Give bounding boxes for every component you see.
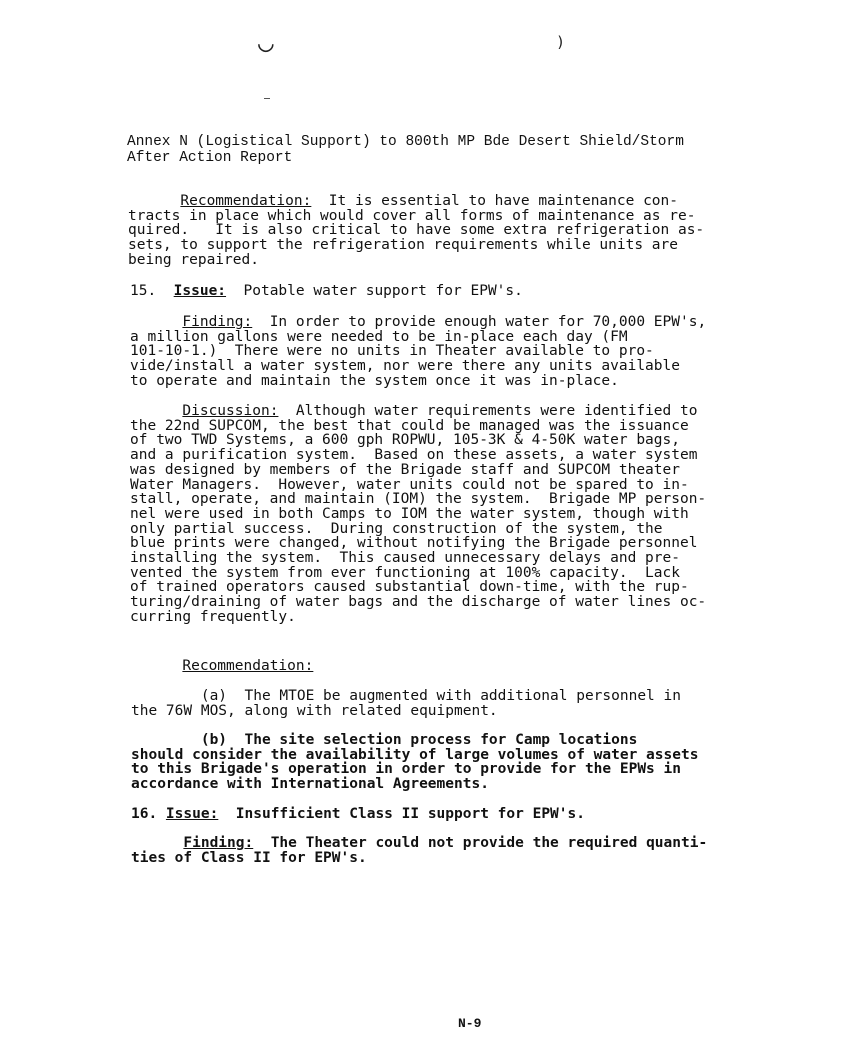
punch-hole-left: ◡ (258, 28, 274, 58)
text-line: stall, operate, and maintain (IOM) the system. Brigade MP person- (130, 491, 707, 508)
header-line-1: Annex N (Logistical Support) to 800th MP Bde Desert Shield/Storm (127, 134, 684, 150)
text-line: only partial success. During construction of the system, the (130, 520, 663, 537)
header-line-2: After Action Report (127, 149, 293, 166)
text-line: (b) The site selection process for Camp locations (131, 732, 638, 748)
issue-15 (130, 284, 523, 299)
text-line: the 22nd SUPCOM, the best that could be managed was the issuance (130, 417, 689, 434)
finding-15 (130, 315, 706, 389)
recommendation-label: Recommendation: (180, 193, 312, 209)
discussion-label: Discussion: (182, 403, 279, 419)
text-line: blue prints were changed, without notifying the Brigade personnel (130, 535, 698, 552)
finding-label: Finding: (182, 314, 253, 330)
text-line: ties of Class II for EPW's. (131, 849, 367, 866)
text-line: tracts in place which would cover all forms of maintenance as re- (128, 207, 696, 224)
finding-label: Finding: (183, 835, 254, 851)
text-line: Although water requirements were identified to (278, 403, 698, 419)
text-line: It is essential to have maintenance con- (311, 193, 678, 209)
text-line: of trained operators caused substantial down-time, with the rup- (130, 579, 689, 596)
recommendation-14 (128, 194, 704, 268)
text-line: and a purification system. Based on these assets, a water system (130, 447, 698, 464)
text-line: turing/draining of water bags and the discharge of water lines oc- (130, 594, 707, 611)
text-line: to this Brigade's operation in order to provide for the EPWs in (131, 761, 681, 778)
text-line: being repaired. (128, 251, 259, 268)
document-header (127, 135, 684, 166)
discussion-15 (130, 404, 706, 625)
text-line: of two TWD Systems, a 600 gph ROPWU, 105-3K & 4-50K water bags, (130, 432, 680, 449)
text-line: the 76W MOS, along with related equipment. (131, 702, 498, 719)
text-line: to operate and maintain the system once it was in-place. (130, 372, 619, 389)
text-line: should consider the availability of large volumes of water assets (131, 746, 699, 763)
text-line: (a) The MTOE be augmented with additional personnel in (131, 688, 681, 704)
text-line: 101-10-1.) There were no units in Theater available to pro- (130, 343, 654, 360)
page-number: N-9 (458, 1016, 482, 1031)
text-line: nel were used in both Camps to IOM the water system, though with (130, 505, 689, 522)
issue-16 (131, 807, 585, 822)
recommendation-15-a (131, 689, 681, 718)
punch-hole-right: ) (556, 33, 566, 51)
recommendation-15 (130, 659, 313, 674)
text-line: accordance with International Agreements. (131, 776, 489, 793)
recommendation-15-b (131, 733, 698, 792)
text-line: The Theater could not provide the required quanti- (253, 835, 708, 851)
scan-mark (264, 98, 270, 99)
recommendation-label: Recommendation: (182, 658, 314, 674)
text-line: sets, to support the refrigeration requirements while units are (128, 237, 678, 254)
text-line: In order to provide enough water for 70,000 EPW's, (252, 314, 707, 330)
text-line: was designed by members of the Brigade staff and SUPCOM theater (130, 461, 680, 478)
text-line: Water Managers. However, water units could not be spared to in- (130, 476, 689, 493)
text-line: a million gallons were needed to be in-place each day (FM (130, 328, 628, 345)
issue-number: 16. (131, 806, 166, 822)
text-line: curring frequently. (130, 608, 296, 625)
text-line: quired. It is also critical to have some extra refrigeration as- (128, 222, 705, 239)
text-line: vented the system from ever functioning at 100% capacity. Lack (130, 564, 680, 581)
issue-text: Insufficient Class II support for EPW's. (218, 806, 585, 822)
finding-16 (131, 836, 707, 865)
text-line: vide/install a water system, nor were there any units available (130, 358, 680, 375)
issue-label: Issue: (165, 806, 219, 822)
issue-text: Potable water support for EPW's. (226, 283, 523, 299)
issue-number: 15. (130, 283, 174, 299)
text-line: installing the system. This caused unnecessary delays and pre- (130, 550, 680, 567)
issue-label: Issue: (173, 283, 227, 299)
